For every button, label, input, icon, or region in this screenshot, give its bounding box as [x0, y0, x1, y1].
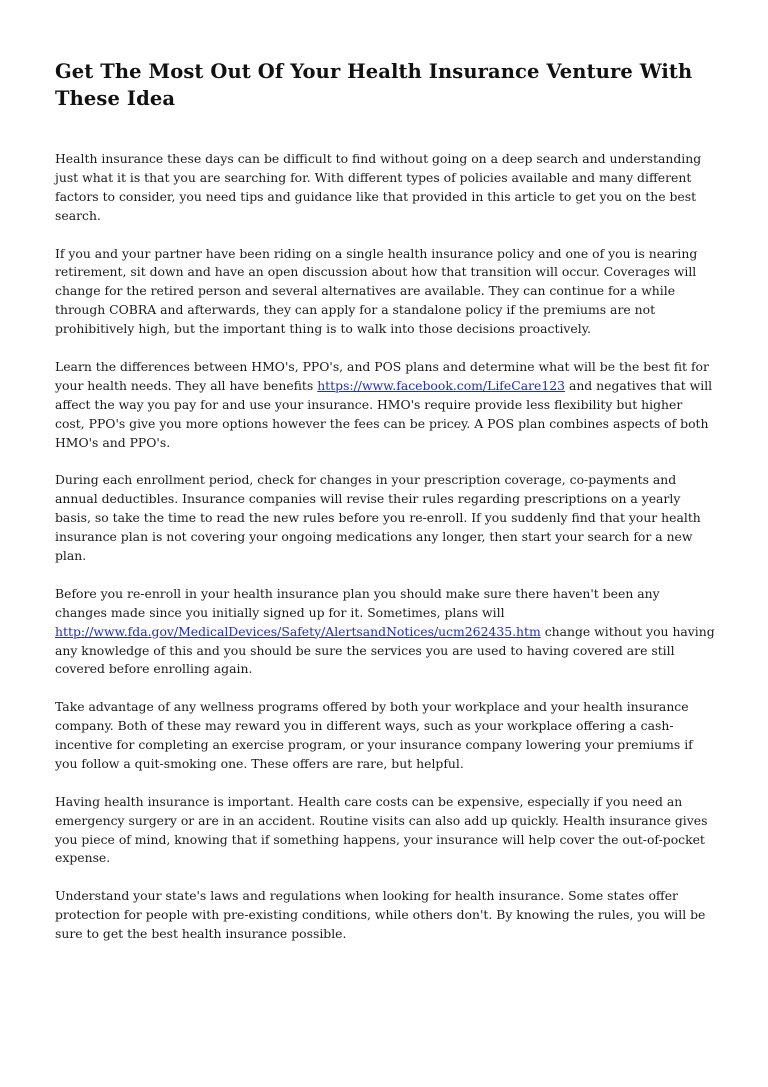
paragraph-3 [55, 358, 715, 453]
paragraph-3-text-before: Learn the differences between HMO's, PPO's, and POS plans and determine what will be the best fit for your health needs. They all have benefits [55, 358, 709, 393]
document-page [55, 58, 715, 963]
facebook-link[interactable]: https://www.facebook.com/LifeCare123 [317, 377, 565, 393]
paragraph-5 [55, 585, 715, 680]
paragraph-8: Understand your state's laws and regulations when looking for health insurance. Some states offer protection for people with pre-existing conditions, while others don't. By knowing the rules, you will be sure to get the best health insurance possible. [55, 888, 706, 942]
paragraph-4: During each enrollment period, check for changes in your prescription coverage, co-payments and annual deductibles. Insurance companies will revise their rules regarding prescriptions on a yearly basis, so take the time to read the new rules before you re-enroll. If you suddenly find that your health insurance plan is not covering your ongoing medications any longer, then start your search for a new plan. [55, 472, 701, 563]
paragraph-6: Take advantage of any wellness programs offered by both your workplace and your health insurance company. Both of these may reward you in different ways, such as your workplace offering a cash-incentive for completing an exercise program, or your insurance company lowering your premiums if you follow a quit-smoking one. These offers are rare, but helpful. [55, 699, 693, 771]
paragraph-2: If you and your partner have been riding on a single health insurance policy and one of you is nearing retirement, sit down and have an open discussion about how that transition will occur. Coverages will change for the retired person and several alternatives are available. They can continue for a while through COBRA and afterwards, they can apply for a standalone policy if the premiums are not prohibitively high, but the important thing is to walk into those decisions proactively. [55, 245, 698, 337]
paragraph-7: Having health insurance is important. Health care costs can be expensive, especially if you need an emergency surgery or are in an accident. Routine visits can also add up quickly. Health insurance gives you piece of mind, knowing that if something happens, your insurance will help cover the out-of-pocket expense. [55, 793, 708, 866]
paragraph-3-text-after: and negatives that will affect the way you pay for and use your insurance. HMO's require provide less flexibility but higher cost, PPO's give you more options however the fees can be pricey. A POS plan combines aspects of both HMO's and PPO's. [55, 377, 713, 450]
paragraph-5-text-before: Before you re-enroll in your health insurance plan you should make sure there haven't been any changes made since you initially signed up for it. Sometimes, plans will [55, 585, 660, 620]
document-title: Get The Most Out Of Your Health Insurance Venture With These Idea [55, 60, 693, 110]
fda-link[interactable]: http://www.fda.gov/MedicalDevices/Safety/AlertsandNotices/ucm262435.htm [55, 623, 541, 639]
paragraph-1: Health insurance these days can be difficult to find without going on a deep search and understanding just what it is that you are searching for. With different types of policies available and many different factors to consider, you need tips and guidance like that provided in this article to get you on the best search. [55, 151, 702, 223]
paragraph-5-text-after: change without you having any knowledge of this and you should be sure the services you are used to having covered are still covered before enrolling again. [55, 623, 715, 677]
